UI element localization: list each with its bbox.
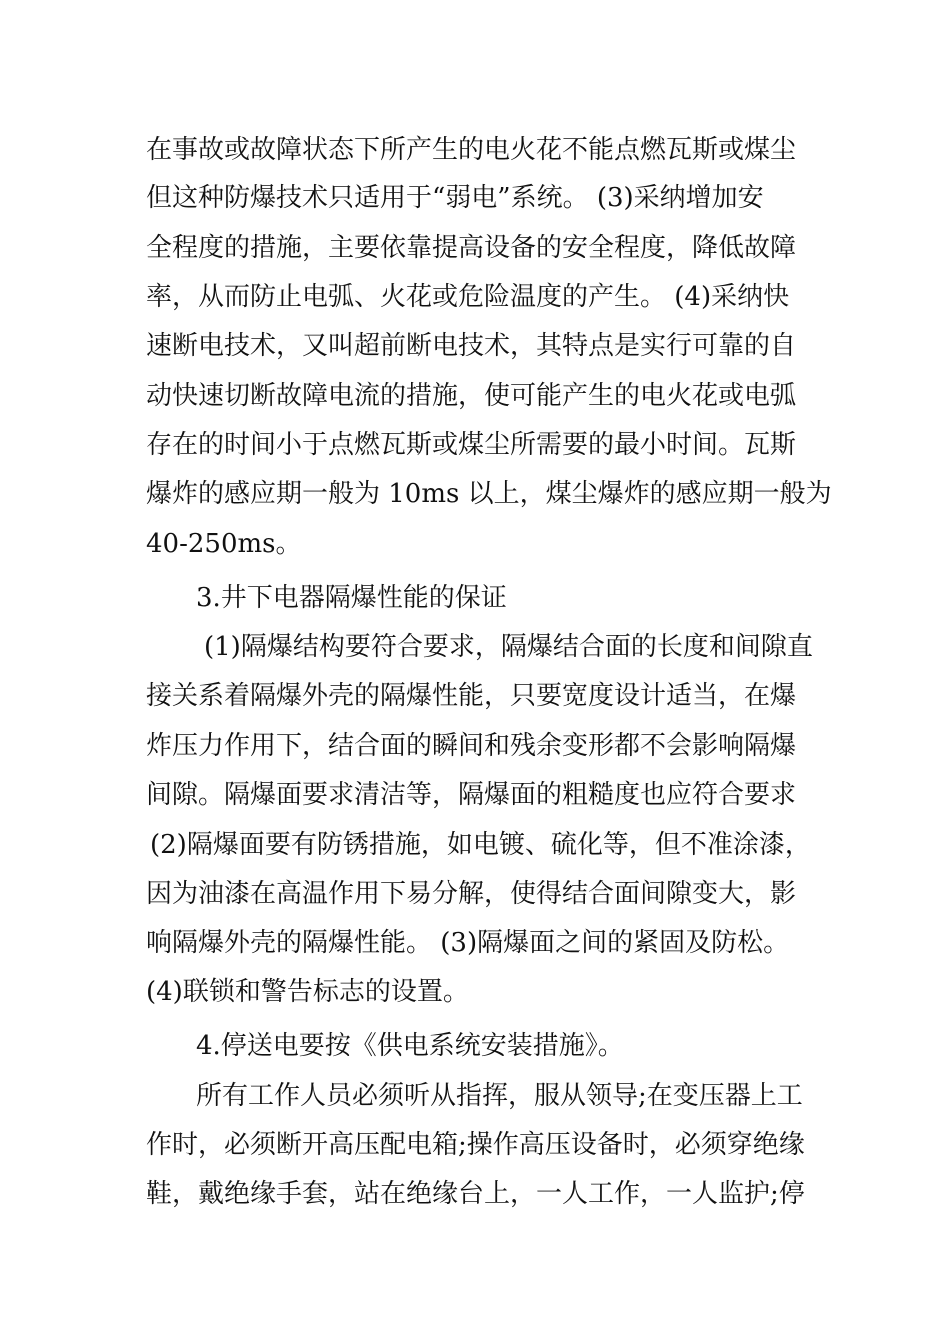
text-line-1: 在事故或故障状态下所产生的电火花不能点燃瓦斯或煤尘 (146, 135, 797, 165)
text-line-9: 40-250ms。 (146, 529, 302, 559)
text-line-15: (2)隔爆面要有防锈措施，如电镀、硫化等，但不准涂漆， (150, 830, 811, 860)
text-line-13: 炸压力作用下，结合面的瞬间和残余变形都不会影响隔爆 (146, 731, 797, 761)
text-line-4: 率，从而防止电弧、火花或危险温度的产生。 (4)采纳快 (146, 282, 790, 312)
text-line-3: 全程度的措施，主要依靠提高设备的安全程度，降低故障 (146, 233, 797, 263)
text-line-12: 接关系着隔爆外壳的隔爆性能，只要宽度设计适当，在爆 (146, 681, 797, 711)
section-heading-3: 3.井下电器隔爆性能的保证 (196, 583, 507, 613)
text-line-20: 所有工作人员必须听从指挥，服从领导;在变压器上工 (196, 1081, 803, 1111)
text-line-7: 存在的时间小于点燃瓦斯或煤尘所需要的最小时间。瓦斯 (146, 430, 797, 460)
text-line-18: (4)联锁和警告标志的设置。 (146, 977, 469, 1007)
text-line-11: (1)隔爆结构要符合要求，隔爆结合面的长度和间隙直 (204, 632, 813, 662)
text-line-8: 爆炸的感应期一般为 10ms 以上，煤尘爆炸的感应期一般为 (146, 479, 832, 509)
text-line-2: 但这种防爆技术只适用于“弱电”系统。 (3)采纳增加安 (146, 183, 764, 213)
text-line-5: 速断电技术，又叫超前断电技术，其特点是实行可靠的自 (146, 331, 797, 361)
text-line-22: 鞋，戴绝缘手套，站在绝缘台上，一人工作，一人监护;停 (146, 1179, 805, 1209)
text-line-6: 动快速切断故障电流的措施，使可能产生的电火花或电弧 (146, 381, 797, 411)
text-line-14: 间隙。隔爆面要求清洁等，隔爆面的粗糙度也应符合要求 (146, 780, 797, 810)
text-line-16: 因为油漆在高温作用下易分解，使得结合面间隙变大，影 (146, 879, 797, 909)
text-line-21: 作时，必须断开高压配电箱;操作高压设备时，必须穿绝缘 (146, 1130, 805, 1160)
text-line-17: 响隔爆外壳的隔爆性能。 (3)隔爆面之间的紧固及防松。 (146, 928, 790, 958)
section-heading-4: 4.停送电要按《供电系统安装措施》。 (196, 1031, 624, 1061)
